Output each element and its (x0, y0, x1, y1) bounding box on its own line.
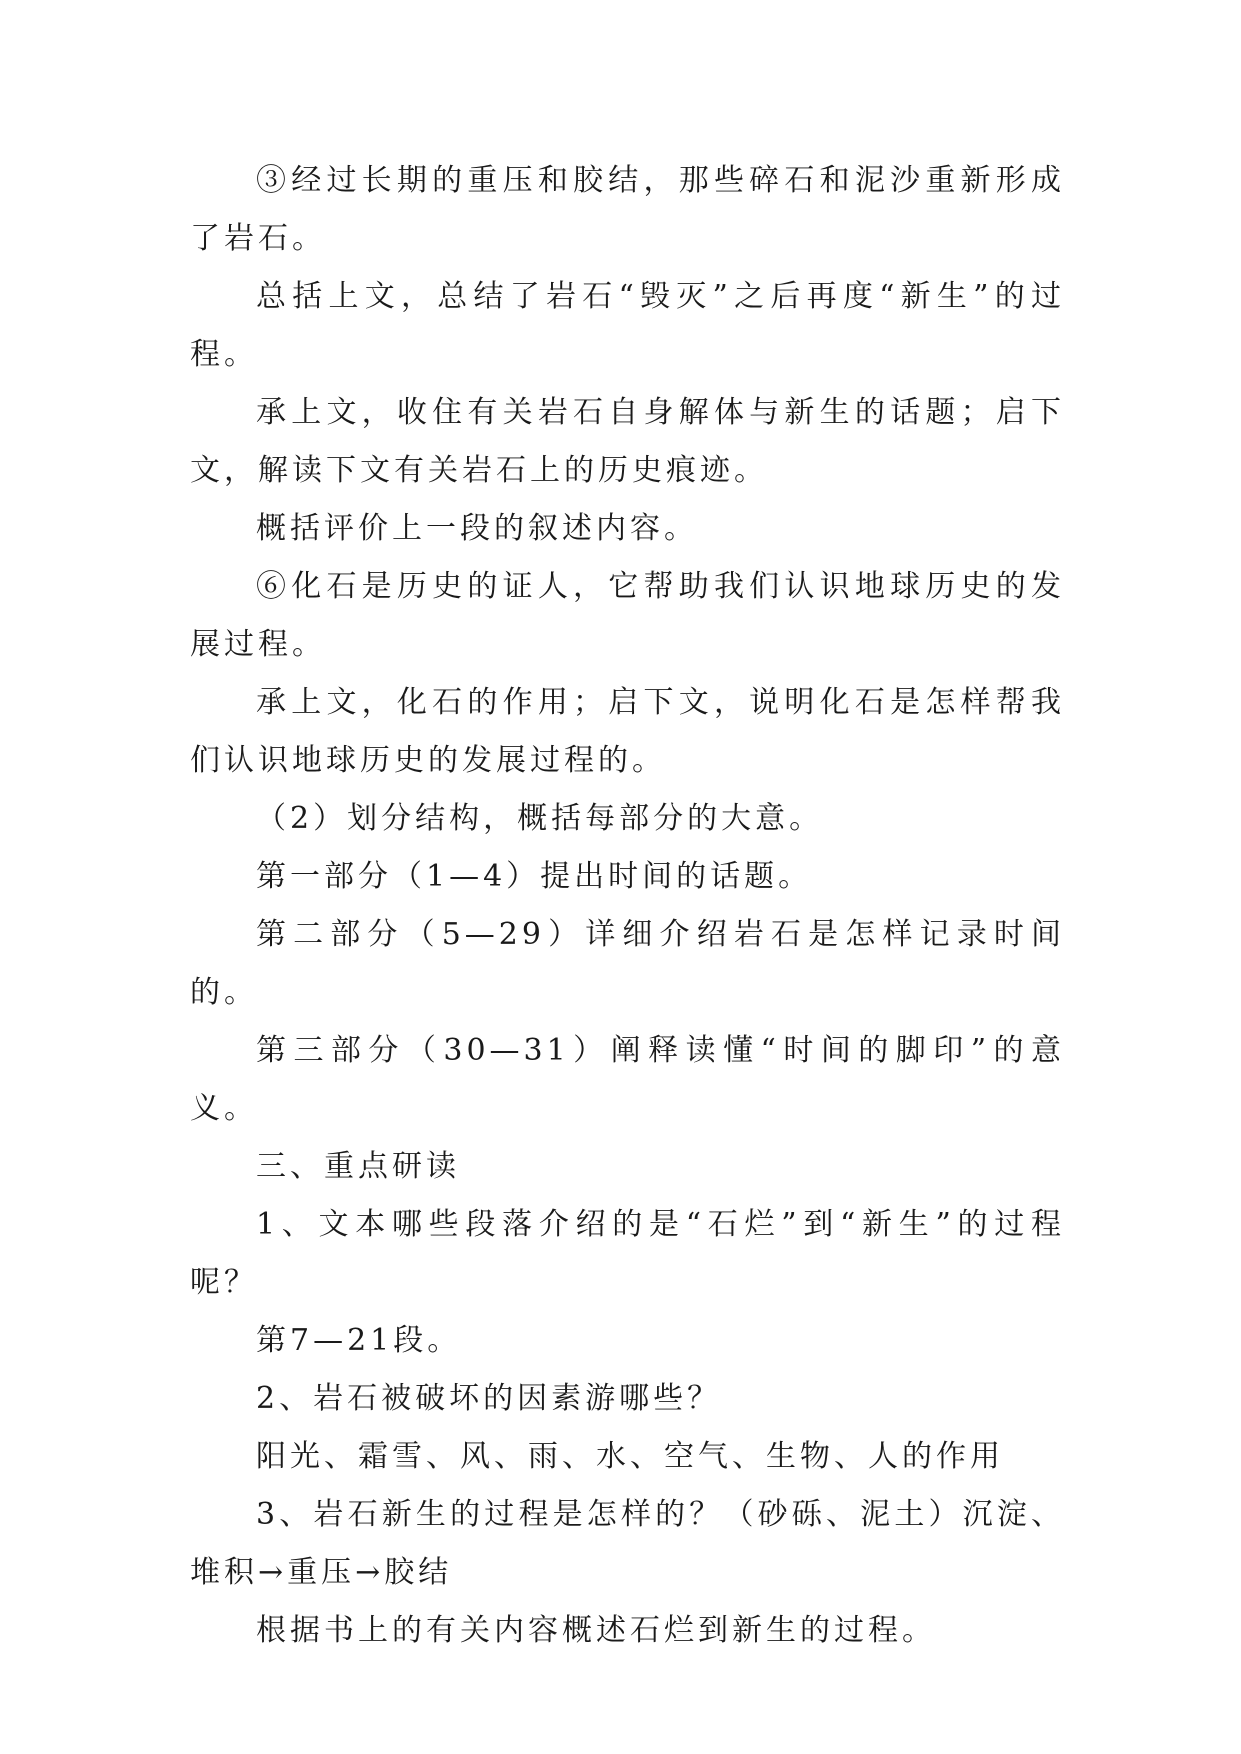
answer-two: 阳光、霜雪、风、雨、水、空气、生物、人的作用 (256, 1439, 1004, 1474)
question-two: 2、岩石被破坏的因素游哪些？ (256, 1381, 722, 1416)
paragraph-part-three: 第三部分（30—31）阐释读懂“时间的脚印”的意义。 (190, 1033, 1065, 1126)
paragraph-rock-reformed: ③经过长期的重压和胶结，那些碎石和泥沙重新形成了岩石。 (190, 163, 1065, 256)
question-three: 3、岩石新生的过程是怎样的？（砂砾、泥土）沉淀、堆积→重压→胶结 (190, 1497, 1065, 1590)
paragraph-transition-history: 承上文，收住有关岩石自身解体与新生的话题；启下文，解读下文有关岩石上的历史痕迹。 (190, 395, 1065, 488)
paragraph-part-two: 第二部分（5—29）详细介绍岩石是怎样记录时间的。 (190, 917, 1065, 1010)
paragraph-fossil-witness: ⑥化石是历史的证人，它帮助我们认识地球历史的发展过程。 (190, 569, 1065, 662)
paragraph-part-one: 第一部分（1—4）提出时间的话题。 (256, 859, 813, 894)
question-one: 1、文本哪些段落介绍的是“石烂”到“新生”的过程呢？ (190, 1207, 1065, 1300)
answer-one: 第7—21段。 (256, 1323, 462, 1358)
paragraph-summary-rebirth: 总括上文，总结了岩石“毁灭”之后再度“新生”的过程。 (190, 279, 1065, 372)
paragraph-summary-task: 根据书上的有关内容概述石烂到新生的过程。 (256, 1613, 936, 1648)
section-heading-focus-reading: 三、重点研读 (256, 1149, 460, 1184)
paragraph-evaluation: 概括评价上一段的叙述内容。 (256, 511, 698, 546)
document-body (190, 152, 1065, 1660)
paragraph-structure-heading: （2）划分结构，概括每部分的大意。 (256, 801, 824, 836)
paragraph-fossil-role: 承上文，化石的作用；启下文，说明化石是怎样帮我们认识地球历史的发展过程的。 (190, 685, 1065, 778)
